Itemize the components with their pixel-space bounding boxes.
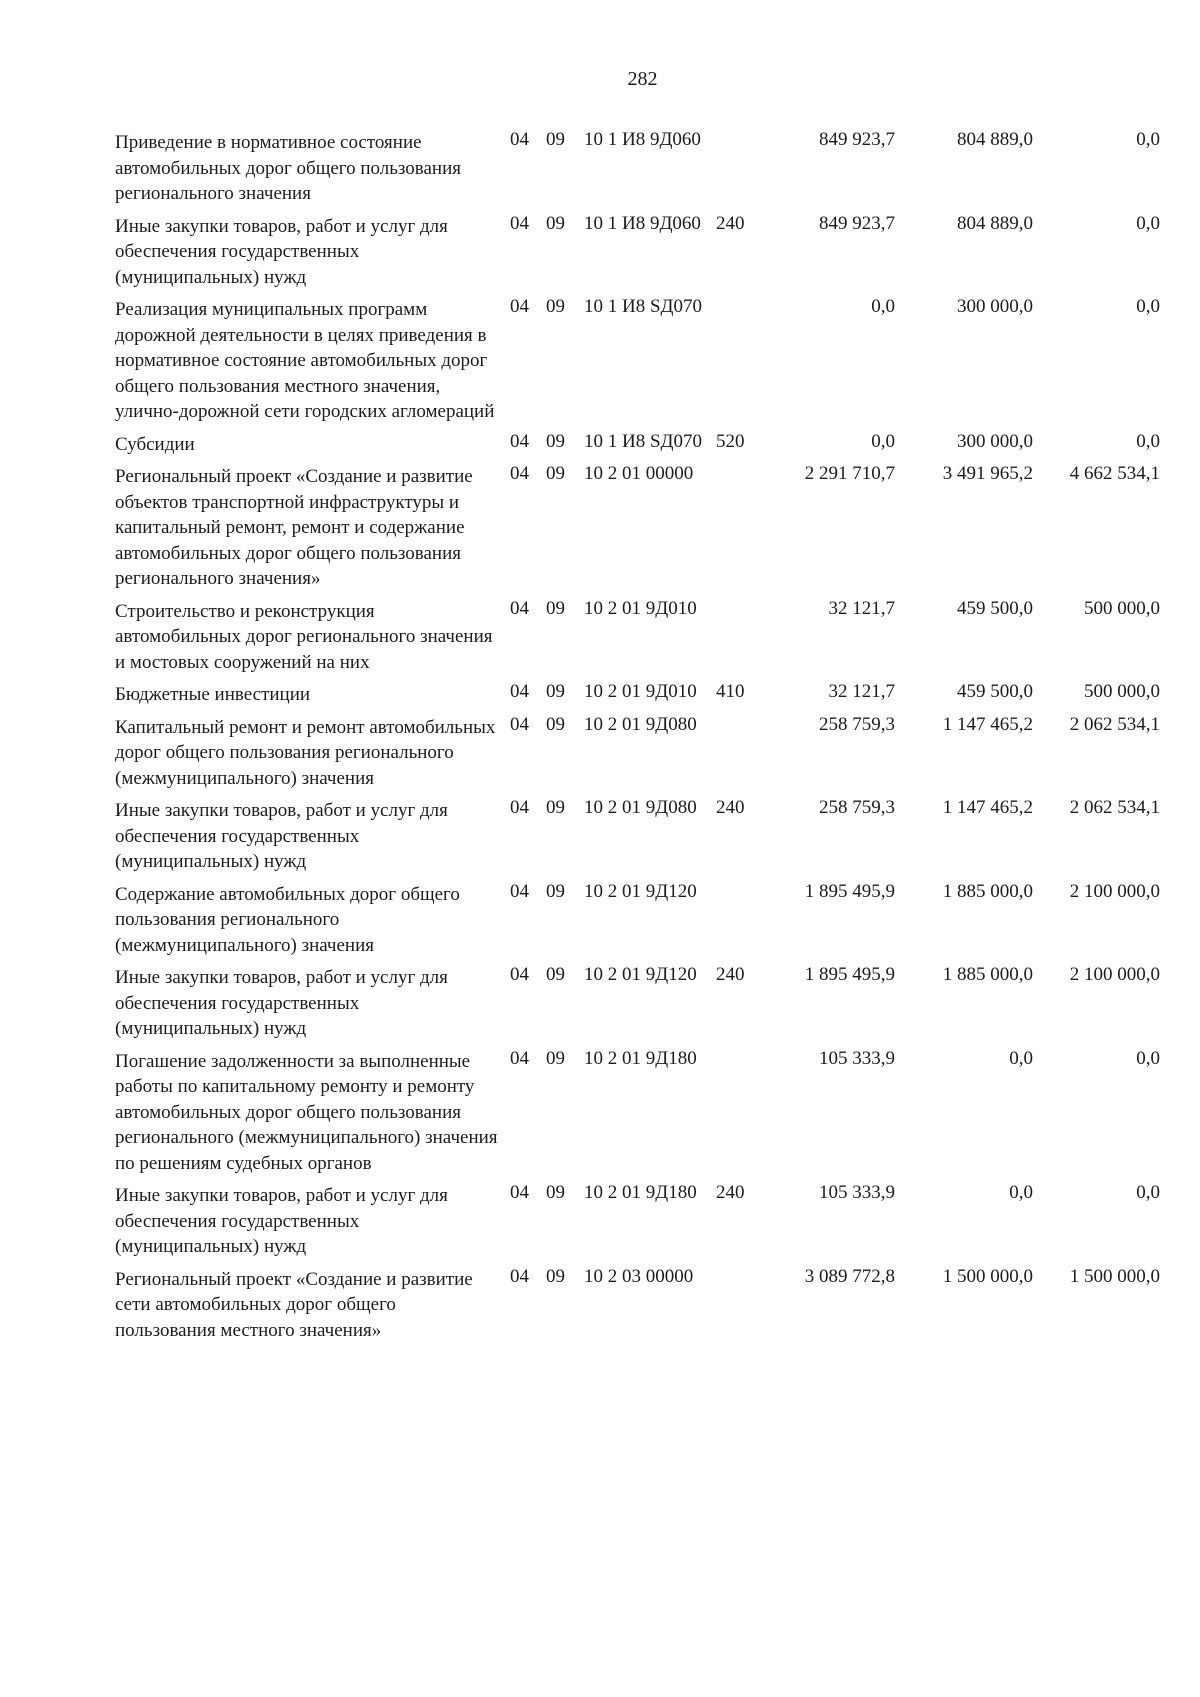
amount-year-1: 849 923,7 (819, 129, 895, 150)
amount-year-3: 2 062 534,1 (1069, 797, 1160, 818)
section-code: 04 (510, 797, 529, 818)
section-code: 04 (510, 129, 529, 150)
amount-year-2: 1 147 465,2 (942, 797, 1033, 818)
target-item-code: 10 2 01 9Д080 (584, 713, 697, 735)
row-name: Бюджетные инвестиции (115, 684, 311, 705)
row-name: Строительство и реконструкция автомобильных дорог регионального значения и мостовых сооружений на них (115, 600, 493, 673)
target-item-code: 10 2 01 9Д010 (584, 681, 697, 702)
amount-year-2: 459 500,0 (957, 597, 1033, 619)
table-row (115, 297, 1185, 425)
amount-year-2: 1 885 000,0 (942, 880, 1033, 902)
amount-year-2: 1 147 465,2 (942, 713, 1033, 735)
section-code: 04 (510, 1265, 529, 1287)
amount-year-2: 300 000,0 (957, 296, 1033, 317)
amount-year-3: 2 062 534,1 (1069, 713, 1160, 735)
amount-year-3: 2 100 000,0 (1069, 880, 1160, 902)
amount-year-1: 32 121,7 (828, 681, 895, 702)
expense-type-code: 240 (716, 797, 745, 818)
target-item-code: 10 1 И8 SД070 (584, 296, 702, 317)
amount-year-1: 258 759,3 (819, 797, 895, 818)
subsection-code: 09 (546, 713, 565, 735)
section-code: 04 (510, 964, 529, 985)
budget-table (115, 130, 1185, 1350)
expense-type-code: 520 (716, 430, 745, 452)
amount-year-1: 105 333,9 (819, 1182, 895, 1203)
subsection-code: 09 (546, 129, 565, 150)
table-row (115, 599, 1185, 676)
amount-year-2: 1 500 000,0 (942, 1265, 1033, 1287)
amount-year-2: 459 500,0 (957, 681, 1033, 702)
section-code: 04 (510, 463, 529, 484)
row-name: Погашение задолженности за выполненные работы по капитальному ремонту и ремонту автомобильных дорог общего пользования регионального (межмуниципального) значения по решениям судебных органов (115, 1050, 498, 1174)
section-code: 04 (510, 212, 529, 234)
amount-year-3: 500 000,0 (1084, 681, 1160, 702)
row-name: Иные закупки товаров, работ и услуг для обеспечения государственных (муниципальных) нужд (115, 1185, 448, 1257)
subsection-code: 09 (546, 296, 565, 317)
subsection-code: 09 (546, 1265, 565, 1287)
amount-year-3: 2 100 000,0 (1069, 964, 1160, 985)
section-code: 04 (510, 430, 529, 452)
amount-year-2: 804 889,0 (957, 129, 1033, 150)
amount-year-2: 1 885 000,0 (942, 964, 1033, 985)
row-name: Капитальный ремонт и ремонт автомобильных дорог общего пользования регионального (межмуниципального) значения (115, 716, 496, 789)
target-item-code: 10 2 01 9Д120 (584, 964, 697, 985)
row-name: Содержание автомобильных дорог общего пользования регионального (межмуниципального) значения (115, 883, 460, 956)
amount-year-3: 0,0 (1136, 296, 1160, 317)
target-item-code: 10 1 И8 9Д060 (584, 129, 701, 150)
amount-year-1: 0,0 (871, 430, 895, 452)
table-row (115, 1049, 1185, 1177)
subsection-code: 09 (546, 880, 565, 902)
amount-year-3: 1 500 000,0 (1069, 1265, 1160, 1287)
table-row (115, 715, 1185, 792)
amount-year-1: 0,0 (871, 296, 895, 317)
target-item-code: 10 2 01 9Д180 (584, 1047, 697, 1069)
subsection-code: 09 (546, 212, 565, 234)
row-name: Иные закупки товаров, работ и услуг для обеспечения государственных (муниципальных) нужд (115, 215, 448, 288)
amount-year-3: 0,0 (1136, 212, 1160, 234)
target-item-code: 10 2 03 00000 (584, 1265, 694, 1287)
row-name: Приведение в нормативное состояние автомобильных дорог общего пользования регионального значения (115, 132, 462, 204)
row-name: Реализация муниципальных программ дорожной деятельности в целях приведения в нормативное состояние автомобильных дорог общего пользования местного значения, улично-дорожной сети городских агломераций (115, 299, 495, 422)
table-row (115, 1267, 1185, 1344)
amount-year-3: 0,0 (1136, 1047, 1160, 1069)
subsection-code: 09 (546, 463, 565, 484)
table-row (115, 1183, 1185, 1260)
table-row (115, 798, 1185, 875)
table-row (115, 464, 1185, 592)
section-code: 04 (510, 597, 529, 619)
page-number: 282 (627, 68, 658, 90)
amount-year-1: 32 121,7 (828, 597, 895, 619)
amount-year-1: 1 895 495,9 (804, 880, 895, 902)
row-name: Региональный проект «Создание и развитие объектов транспортной инфраструктуры и капитальный ремонт, ремонт и содержание автомобильных дорог общего пользования регионального значения» (115, 466, 473, 589)
amount-year-2: 0,0 (1009, 1182, 1033, 1203)
target-item-code: 10 2 01 9Д180 (584, 1182, 697, 1203)
row-name: Иные закупки товаров, работ и услуг для обеспечения государственных (муниципальных) нужд (115, 967, 448, 1039)
subsection-code: 09 (546, 797, 565, 818)
target-item-code: 10 2 01 9Д120 (584, 880, 697, 902)
target-item-code: 10 2 01 9Д010 (584, 597, 697, 619)
subsection-code: 09 (546, 1047, 565, 1069)
expense-type-code: 410 (716, 681, 745, 702)
row-name: Иные закупки товаров, работ и услуг для обеспечения государственных (муниципальных) нужд (115, 800, 448, 872)
amount-year-2: 300 000,0 (957, 430, 1033, 452)
table-row (115, 882, 1185, 959)
table-row (115, 965, 1185, 1042)
section-code: 04 (510, 1047, 529, 1069)
amount-year-1: 2 291 710,7 (804, 463, 895, 484)
subsection-code: 09 (546, 597, 565, 619)
amount-year-3: 0,0 (1136, 1182, 1160, 1203)
amount-year-1: 849 923,7 (819, 212, 895, 234)
section-code: 04 (510, 681, 529, 702)
expense-type-code: 240 (716, 964, 745, 985)
amount-year-1: 1 895 495,9 (804, 964, 895, 985)
target-item-code: 10 2 01 00000 (584, 463, 694, 484)
row-name: Региональный проект «Создание и развитие сети автомобильных дорог общего пользования местного значения» (115, 1268, 473, 1341)
table-row (115, 682, 1185, 708)
subsection-code: 09 (546, 681, 565, 702)
amount-year-1: 3 089 772,8 (804, 1265, 895, 1287)
subsection-code: 09 (546, 430, 565, 452)
amount-year-3: 4 662 534,1 (1069, 463, 1160, 484)
expense-type-code: 240 (716, 1182, 745, 1203)
target-item-code: 10 1 И8 9Д060 (584, 212, 701, 234)
target-item-code: 10 2 01 9Д080 (584, 797, 697, 818)
subsection-code: 09 (546, 964, 565, 985)
amount-year-3: 0,0 (1136, 129, 1160, 150)
amount-year-3: 0,0 (1136, 430, 1160, 452)
amount-year-3: 500 000,0 (1084, 597, 1160, 619)
section-code: 04 (510, 1182, 529, 1203)
amount-year-2: 804 889,0 (957, 212, 1033, 234)
amount-year-1: 105 333,9 (819, 1047, 895, 1069)
amount-year-2: 0,0 (1009, 1047, 1033, 1069)
amount-year-1: 258 759,3 (819, 713, 895, 735)
target-item-code: 10 1 И8 SД070 (584, 430, 702, 452)
subsection-code: 09 (546, 1182, 565, 1203)
expense-type-code: 240 (716, 212, 745, 234)
table-row (115, 130, 1185, 207)
section-code: 04 (510, 296, 529, 317)
row-name: Субсидии (115, 433, 195, 455)
section-code: 04 (510, 880, 529, 902)
amount-year-2: 3 491 965,2 (942, 463, 1033, 484)
table-row (115, 214, 1185, 291)
section-code: 04 (510, 713, 529, 735)
table-row (115, 432, 1185, 458)
